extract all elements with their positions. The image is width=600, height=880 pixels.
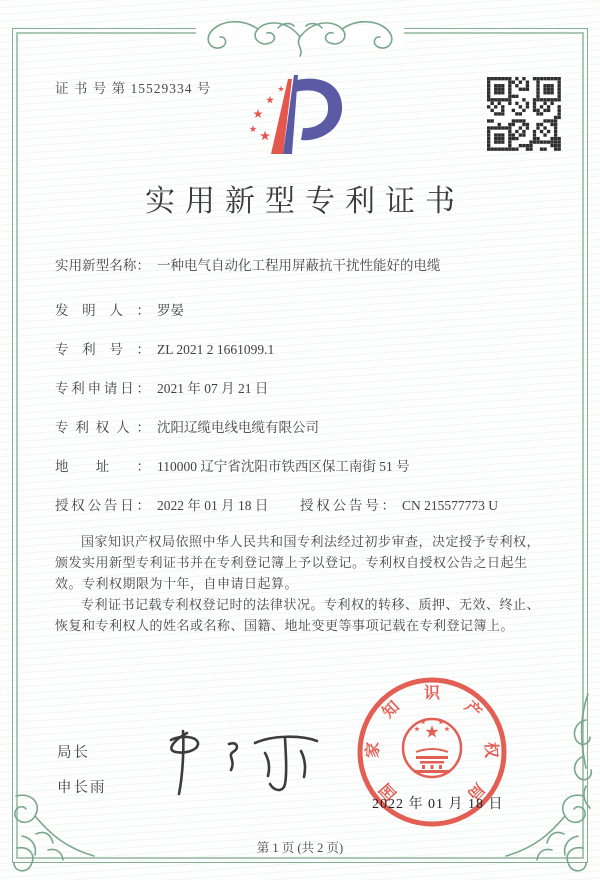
field-value: ZL 2021 2 1661099.1	[157, 342, 275, 357]
field-row-patent-no	[55, 340, 549, 359]
field-group-grant-no	[300, 496, 498, 515]
field-label: 发明人：	[55, 303, 150, 318]
field-row-name	[55, 256, 549, 275]
grant-paragraph-1: 国家知识产权局依照中华人民共和国专利法经过初步审查，决定授予专利权，颁发实用新型专利证书并在专利登记簿上予以登记。专利权自授权公告之日起生效。专利权期限为十年，自申请日起算。	[55, 534, 541, 591]
commissioner-title: 局长	[57, 745, 90, 761]
field-label: 专利权人：	[55, 420, 150, 435]
national-emblem-icon	[403, 719, 461, 777]
field-value: 110000 辽宁省沈阳市铁西区保工南街 51 号	[157, 459, 410, 474]
commissioner-name: 申长雨	[57, 780, 107, 796]
field-row-inventor	[55, 301, 549, 320]
svg-text:知: 知	[379, 698, 404, 722]
field-label: 实用新型名称：	[55, 258, 150, 273]
field-row-patentee	[55, 418, 549, 437]
svg-text:权: 权	[481, 741, 500, 759]
legal-text	[55, 531, 549, 636]
cnipa-logo-icon	[233, 72, 357, 162]
field-value: 沈阳辽缆电线电缆有限公司	[157, 420, 319, 435]
commissioner-block	[57, 741, 107, 811]
field-row-grant	[55, 496, 549, 515]
grant-paragraph-2: 专利证书记载专利权登记时的法律状况。专利权的转移、质押、无效、终止、恢复和专利权人的姓名或名称、国籍、地址变更等事项记载在专利登记簿上。	[55, 597, 541, 633]
top-flourish-ornament	[170, 6, 430, 60]
field-value: 一种电气自动化工程用屏蔽抗干扰性能好的电缆	[157, 258, 441, 273]
page-title: 实用新型专利证书	[145, 185, 465, 218]
page-footer: 第 1 页 (共 2 页)	[256, 841, 344, 855]
field-label: 授权公告日：	[55, 498, 150, 513]
right-edge-flourish	[540, 690, 596, 810]
field-label: 专利申请日：	[55, 381, 150, 396]
field-value: 罗晏	[157, 303, 184, 318]
svg-text:产: 产	[460, 698, 485, 722]
svg-text:识: 识	[423, 685, 441, 702]
qr-code	[487, 77, 561, 151]
certificate-number: 证 书 号 第 15529334 号	[55, 81, 212, 96]
field-value: CN 215577773 U	[402, 498, 499, 513]
svg-text:国: 国	[376, 779, 401, 803]
field-label: 地址：	[55, 459, 150, 474]
field-row-filing-date	[55, 379, 549, 398]
field-label: 授权公告号：	[300, 498, 395, 513]
seal-date: 2022 年 01 月 18 日	[372, 797, 504, 812]
field-value: 2022 年 01 月 18 日	[157, 498, 269, 513]
svg-text:局: 局	[463, 779, 488, 803]
field-value: 2021 年 07 月 21 日	[157, 381, 269, 396]
field-row-address	[55, 457, 549, 476]
svg-text:家: 家	[364, 741, 383, 759]
field-label: 专利号：	[55, 342, 150, 357]
field-list	[55, 256, 549, 535]
signature-handwriting	[143, 726, 333, 808]
